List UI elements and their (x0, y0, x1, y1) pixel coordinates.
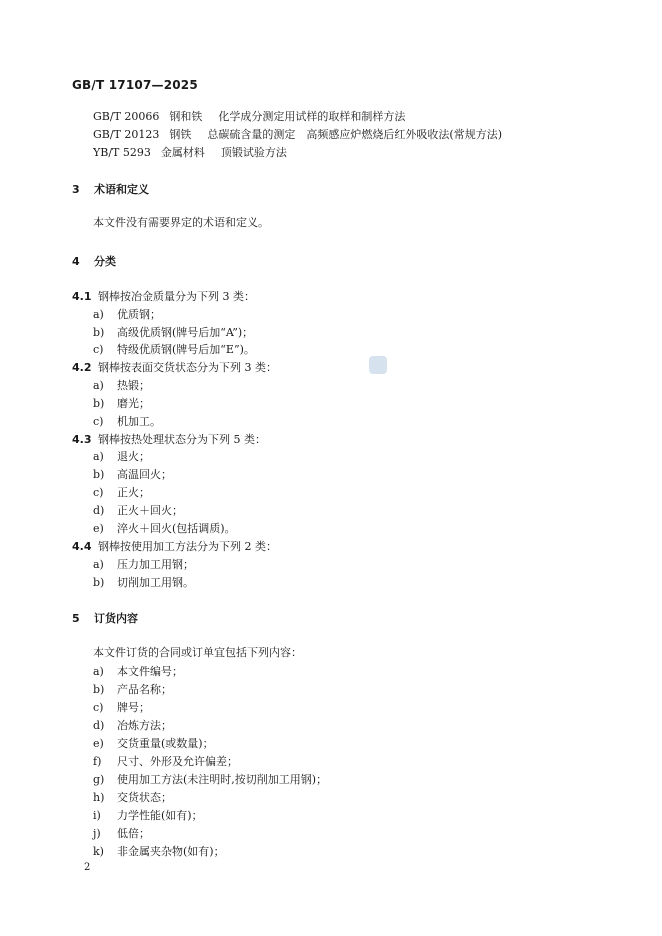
section-number: 4 (72, 255, 80, 268)
list-item (93, 413, 161, 429)
list-item (93, 789, 172, 805)
list-item-text: 淬火＋回火(包括调质)。 (117, 522, 236, 535)
list-item-text: 本文件编号； (117, 665, 183, 678)
reference-code: GB/T 20123 (93, 128, 160, 141)
list-item-label: a) (93, 450, 104, 463)
list-item (93, 574, 194, 590)
section-title: 分类 (94, 255, 116, 268)
list-item (93, 395, 150, 411)
list-item-text: 正火＋回火； (117, 504, 183, 517)
list-item-text: 正火； (117, 486, 150, 499)
list-item (93, 825, 150, 841)
reference-name: 金属材料 (160, 146, 205, 159)
list-item-text: 高温回火； (117, 468, 172, 481)
list-item (93, 663, 183, 679)
reference-title: 化学成分测定用试样的取样和制样方法 (218, 110, 406, 123)
clause-text: 钢棒按热处理状态分为下列 5 类： (98, 433, 266, 446)
clause-4-4 (72, 538, 277, 554)
clause-4-1 (72, 288, 255, 304)
list-item-label: i) (93, 809, 101, 822)
list-item (93, 556, 194, 572)
list-item (93, 843, 225, 859)
clause-number: 4.3 (72, 433, 92, 446)
list-item (93, 735, 214, 751)
list-item-text: 机加工。 (117, 415, 161, 428)
list-item (93, 807, 203, 823)
list-item (93, 699, 150, 715)
clause-text: 钢棒按表面交货状态分为下列 3 类： (98, 361, 277, 374)
section-3-body: 本文件没有需要界定的术语和定义。 (93, 216, 269, 229)
list-item-label: f) (93, 755, 102, 768)
document-header-standard-number: GB/T 17107—2025 (72, 78, 198, 92)
list-item-text: 热锻； (117, 379, 150, 392)
section-5-heading (72, 610, 138, 626)
list-item-label: b) (93, 468, 105, 481)
list-item (93, 466, 172, 482)
list-item-label: a) (93, 558, 104, 571)
watermark-logo (369, 356, 387, 374)
list-item-text: 产品名称； (117, 683, 172, 696)
reference-code: GB/T 20066 (93, 110, 160, 123)
section-number: 3 (72, 183, 80, 196)
clause-number: 4.2 (72, 361, 92, 374)
list-item-text: 交货重量(或数量)； (117, 737, 214, 750)
list-item-label: a) (93, 308, 104, 321)
list-item (93, 771, 327, 787)
list-item-text: 切削加工用钢。 (117, 576, 194, 589)
list-item-label: d) (93, 504, 105, 517)
list-item (93, 448, 150, 464)
section-title: 术语和定义 (94, 183, 149, 196)
list-item-text: 交货状态； (117, 791, 172, 804)
clause-4-2 (72, 359, 277, 375)
list-item (93, 306, 161, 322)
list-item-label: c) (93, 486, 104, 499)
clause-number: 4.4 (72, 540, 92, 553)
clause-text: 钢棒按使用加工方法分为下列 2 类： (98, 540, 277, 553)
list-item-label: c) (93, 701, 104, 714)
clause-text: 钢棒按冶金质量分为下列 3 类： (98, 290, 255, 303)
list-item (93, 341, 255, 357)
list-item-label: b) (93, 576, 105, 589)
list-item (93, 520, 236, 536)
list-item-text: 磨光； (117, 397, 150, 410)
list-item-text: 高级优质钢(牌号后加“A”)； (117, 326, 254, 339)
list-item-text: 尺寸、外形及允许偏差； (117, 755, 238, 768)
list-item (93, 502, 183, 518)
list-item-text: 牌号； (117, 701, 150, 714)
list-item-label: h) (93, 791, 105, 804)
reference-name: 钢和铁 (169, 110, 203, 123)
list-item (93, 324, 253, 340)
list-item-label: j) (93, 827, 101, 840)
list-item (93, 484, 150, 500)
reference-line (93, 127, 502, 143)
list-item-text: 特级优质钢(牌号后加“E”)。 (117, 343, 255, 356)
list-item-label: a) (93, 665, 104, 678)
list-item-text: 优质钢； (117, 308, 161, 321)
list-item-label: b) (93, 326, 105, 339)
list-item-label: c) (93, 343, 104, 356)
list-item-text: 冶炼方法； (117, 719, 172, 732)
reference-code: YB/T 5293 (93, 146, 151, 159)
list-item-text: 退火； (117, 450, 150, 463)
list-item-label: d) (93, 719, 105, 732)
list-item-label: a) (93, 379, 104, 392)
section-3-heading (72, 181, 149, 197)
list-item-label: b) (93, 683, 105, 696)
section-number: 5 (72, 612, 80, 625)
list-item-text: 非金属夹杂物(如有)； (117, 845, 225, 858)
list-item-label: g) (93, 773, 105, 786)
list-item-label: b) (93, 397, 105, 410)
list-item-text: 压力加工用钢； (117, 558, 194, 571)
section-4-heading (72, 253, 116, 269)
list-item (93, 681, 172, 697)
reference-line (93, 109, 405, 125)
list-item-text: 力学性能(如有)； (117, 809, 203, 822)
list-item (93, 717, 172, 733)
reference-line (93, 145, 287, 161)
reference-name: 钢铁 (169, 128, 192, 141)
clause-4-3 (72, 431, 266, 447)
list-item-label: e) (93, 522, 104, 535)
page-number: 2 (84, 862, 91, 873)
section-title: 订货内容 (94, 612, 138, 625)
list-item (93, 753, 238, 769)
list-item-text: 低倍； (117, 827, 150, 840)
reference-title: 总碳硫含量的测定 高频感应炉燃烧后红外吸收法(常规方法) (207, 128, 502, 141)
list-item-label: c) (93, 415, 104, 428)
list-item-label: k) (93, 845, 104, 858)
list-item-label: e) (93, 737, 104, 750)
list-item-text: 使用加工方法(未注明时,按切削加工用钢)； (117, 773, 328, 786)
list-item (93, 377, 150, 393)
section-5-intro: 本文件订货的合同或订单宜包括下列内容： (93, 646, 302, 659)
reference-title: 顶锻试验方法 (220, 146, 287, 159)
clause-number: 4.1 (72, 290, 92, 303)
